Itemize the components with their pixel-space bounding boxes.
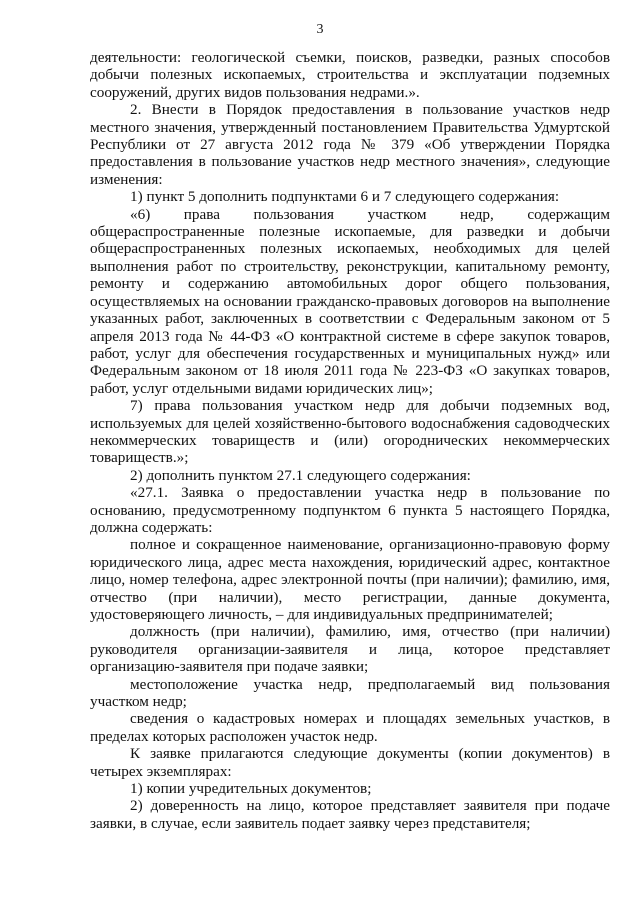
paragraph-continuation: деятельности: геологической съемки, поисков, разведки, разных способов добычи полезных ископаемых, строительства и эксплуатации подземных сооружений, других видов пользования недрами.».: [90, 49, 610, 101]
paragraph-requirement-name: полное и сокращенное наименование, организационно-правовую форму юридического лица, адрес места нахождения, юридический адрес, контактное лицо, номер телефона, адрес электронной почты (при наличии); фамилию, имя, отчество (при наличии), место регистрации, данные документа, удостоверяющего личность, – для индивидуальных предпринимателей;: [90, 536, 610, 623]
document-body: [90, 49, 610, 832]
paragraph-requirement-cadastre: сведения о кадастровых номерах и площадях земельных участков, в пределах которых расположен участок недр.: [90, 710, 610, 745]
paragraph-attachment-1: 1) копии учредительных документов;: [130, 780, 372, 798]
paragraph-subitem-1: 1) пункт 5 дополнить подпунктами 6 и 7 следующего содержания:: [130, 188, 560, 206]
paragraph-quote-27-1: «27.1. Заявка о предоставлении участка недр в пользование по основанию, предусмотренному подпунктом 6 пункта 5 настоящего Порядка, должна содержать:: [90, 484, 610, 536]
paragraph-quote-7: 7) права пользования участком недр для добычи подземных вод, используемых для целей хозяйственно-бытового водоснабжения садоводческих некоммерческих товариществ и (или) огороднических некоммерческих товариществ.»;: [90, 397, 610, 467]
paragraph-quote-6: «6) права пользования участком недр, содержащим общераспространенные полезные ископаемые, для разведки и добычи общераспространенных полезных ископаемых, необходимых для целей выполнения работ по строительству, реконструкции, капитальному ремонту, ремонту и содержанию автомобильных дорог общего пользования, осуществляемых на основании гражданско-правовых договоров на выполнение указанных работ, заключенных в соответствии с Федеральным законом от 5 апреля 2013 года № 44-ФЗ «О контрактной системе в сфере закупок товаров, работ, услуг для обеспечения государственных и муниципальных нужд» или Федеральным законом от 18 июля 2011 года № 223-ФЗ «О закупках товаров, работ, услуг отдельными видами юридических лиц»;: [90, 205, 610, 397]
paragraph-requirement-head: должность (при наличии), фамилию, имя, отчество (при наличии) руководителя организации-заявителя и лица, которое представляет организацию-заявителя при подаче заявки;: [90, 623, 610, 676]
paragraph-attachment-2: 2) доверенность на лицо, которое представляет заявителя при подаче заявки, в случае, если заявитель подает заявку через представителя;: [90, 797, 610, 832]
paragraph-item-2: 2. Внести в Порядок предоставления в пользование участков недр местного значения, утвержденный постановлением Правительства Удмуртской Республики от 27 августа 2012 года № 379 «Об утверждении Порядка предоставления в пользование участков недр местного значения», следующие изменения:: [90, 101, 610, 188]
paragraph-requirement-location: местоположение участка недр, предполагаемый вид пользования участком недр;: [90, 675, 610, 711]
page-number: 3: [316, 22, 324, 37]
paragraph-subitem-2: 2) дополнить пунктом 27.1 следующего содержания:: [130, 466, 471, 484]
paragraph-attachments: К заявке прилагаются следующие документы (копии документов) в четырех экземплярах:: [90, 745, 610, 780]
